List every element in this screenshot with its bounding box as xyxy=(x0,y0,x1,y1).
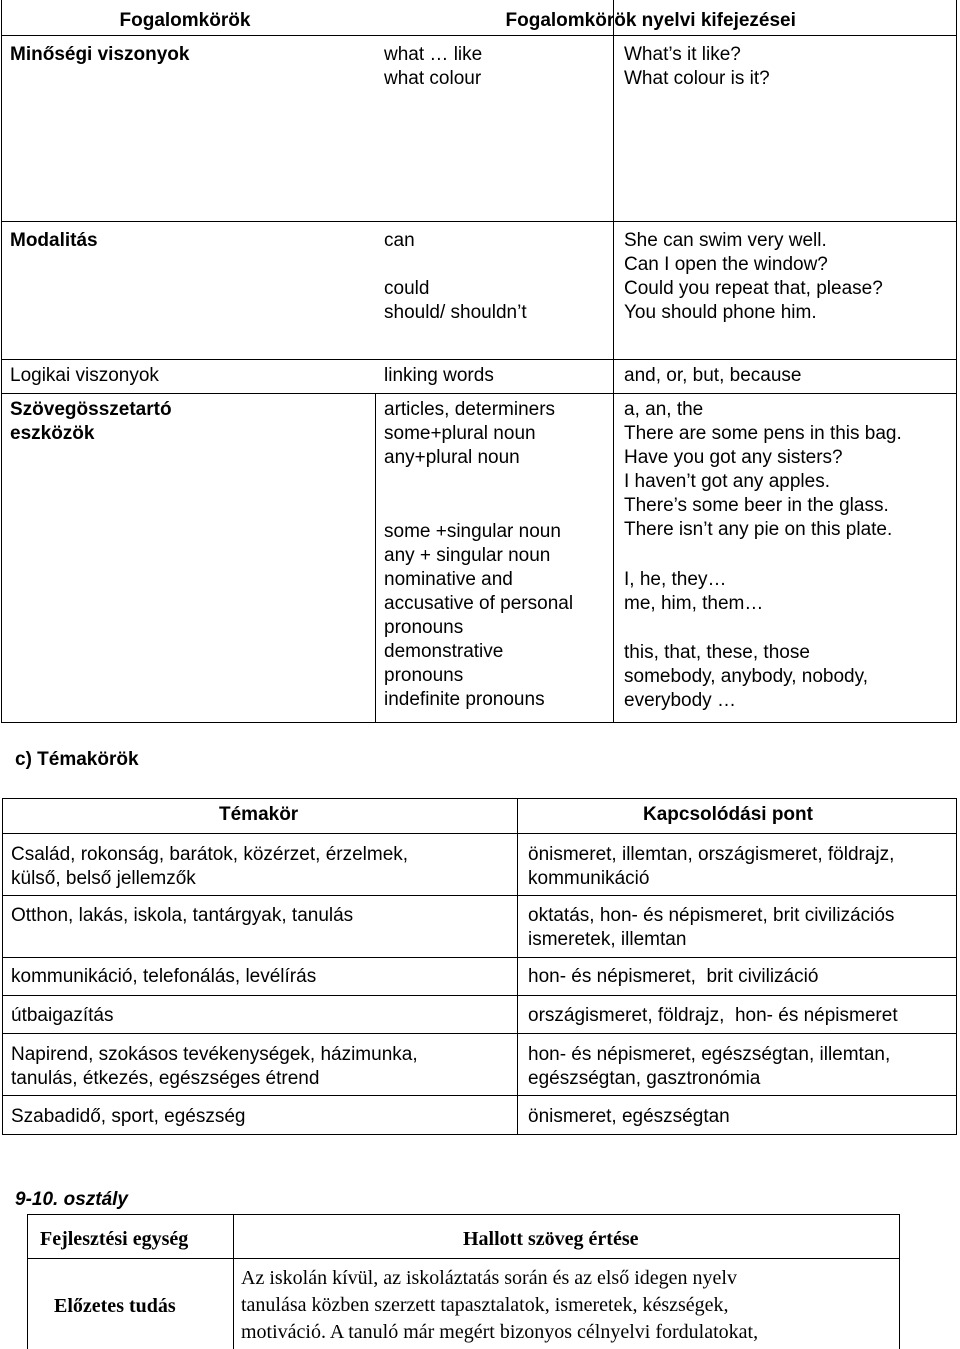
link-line: kommunikáció xyxy=(528,868,650,889)
concept-line: any+plural noun xyxy=(384,447,520,468)
links-header: Kapcsolódási pont xyxy=(643,804,813,825)
grade-title: 9-10. osztály xyxy=(15,1189,128,1210)
unit-label: Fejlesztési egység xyxy=(40,1228,189,1250)
expressions-header: Fogalomkörök nyelvi kifejezései xyxy=(505,10,796,31)
example-line: I, he, they… xyxy=(624,569,727,590)
examples-modality xyxy=(624,229,883,325)
example-line: There are some pens in this bag. xyxy=(624,423,902,444)
topic-line: útbaigazítás xyxy=(11,1005,114,1026)
example-line: What’s it like? xyxy=(624,44,741,65)
section-title: c) Témakörök xyxy=(15,749,139,770)
topic-line: tanulás, étkezés, egészséges étrend xyxy=(11,1068,320,1089)
topics-header: Témakör xyxy=(219,804,299,825)
link-line: ismeretek, illemtan xyxy=(528,929,687,950)
link-text xyxy=(528,904,894,952)
topic-text xyxy=(11,1004,113,1028)
link-line: oktatás, hon- és népismeret, brit civilizációs xyxy=(528,905,895,926)
category-modality: Modalitás xyxy=(10,230,98,251)
link-text xyxy=(528,1105,730,1129)
category-cohesion xyxy=(10,398,172,446)
example-line: Have you got any sisters? xyxy=(624,447,843,468)
concepts-cohesion xyxy=(384,398,573,712)
topic-text xyxy=(11,1043,418,1091)
prior-value xyxy=(241,1265,758,1346)
example-line: There’s some beer in the glass. xyxy=(624,495,889,516)
concept-line: indefinite pronouns xyxy=(384,689,545,710)
prior-line: motiváció. A tanuló már megért bizonyos célnyelvi fordulatokat, xyxy=(241,1321,759,1343)
example-line: She can swim very well. xyxy=(624,230,827,251)
prior-label: Előzetes tudás xyxy=(54,1295,176,1317)
topic-text xyxy=(11,1105,246,1129)
prior-line: tanulása közben szerzett tapasztalatok, ismeretek, készségek, xyxy=(241,1294,729,1316)
category-line: eszközök xyxy=(10,423,95,444)
concept-line: articles, determiners xyxy=(384,399,556,420)
concept-line: accusative of personal xyxy=(384,593,574,614)
concept-line: should/ shouldn’t xyxy=(384,302,527,323)
topic-line: Napirend, szokásos tevékenységek, házimunka, xyxy=(11,1044,418,1065)
link-text xyxy=(528,1043,890,1091)
spacer xyxy=(384,253,527,277)
category-quality: Minőségi viszonyok xyxy=(10,44,190,65)
topic-line: Szabadidő, sport, egészség xyxy=(11,1106,246,1127)
concept-line: could xyxy=(384,278,430,299)
example-line: Can I open the window? xyxy=(624,254,828,275)
topic-text xyxy=(11,965,316,989)
concept-line: any + singular noun xyxy=(384,545,551,566)
concept-line: pronouns xyxy=(384,617,464,638)
concept-line: what colour xyxy=(384,68,482,89)
concept-line: pronouns xyxy=(384,665,464,686)
example-line: There isn’t any pie on this plate. xyxy=(624,519,893,540)
spacer xyxy=(624,616,902,641)
concepts-header-col1: Fogalomkörök xyxy=(119,10,251,31)
concept-line: some+plural noun xyxy=(384,423,536,444)
link-text xyxy=(528,843,894,891)
link-line: önismeret, illemtan, országismeret, földrajz, xyxy=(528,844,895,865)
concept-line: nominative and xyxy=(384,569,513,590)
concept-line: what … like xyxy=(384,44,483,65)
link-line: hon- és népismeret, egészségtan, illemtan, xyxy=(528,1044,891,1065)
concepts-quality xyxy=(384,43,482,91)
spacer xyxy=(624,542,902,568)
examples-logic: and, or, but, because xyxy=(624,365,802,386)
topic-line: külső, belső jellemzők xyxy=(11,868,196,889)
link-line: egészségtan, gasztronómia xyxy=(528,1068,761,1089)
category-line: Szövegösszetartó xyxy=(10,399,172,420)
spacer xyxy=(384,470,573,520)
topic-line: kommunikáció, telefonálás, levélírás xyxy=(11,966,317,987)
link-text xyxy=(528,1004,898,1028)
expressions-header-cell xyxy=(505,0,957,35)
topic-text xyxy=(11,904,353,928)
example-line: me, him, them… xyxy=(624,593,764,614)
link-line: országismeret, földrajz, hon- és népismeret xyxy=(528,1005,898,1026)
examples-cohesion xyxy=(624,398,902,713)
topic-line: Otthon, lakás, iskola, tantárgyak, tanulás xyxy=(11,905,354,926)
example-line: You should phone him. xyxy=(624,302,817,323)
concepts-logic: linking words xyxy=(384,365,494,386)
topic-line: Család, rokonság, barátok, közérzet, érzelmek, xyxy=(11,844,409,865)
example-line: everybody … xyxy=(624,690,736,711)
prior-line: Az iskolán kívül, az iskoláztatás során és az első idegen nyelv xyxy=(241,1267,737,1289)
concept-line: can xyxy=(384,230,415,251)
concept-line: some +singular noun xyxy=(384,521,561,542)
unit-value: Hallott szöveg értése xyxy=(463,1228,639,1250)
example-line: a, an, the xyxy=(624,399,704,420)
example-line: somebody, anybody, nobody, xyxy=(624,666,868,687)
link-text xyxy=(528,965,818,989)
concept-line: demonstrative xyxy=(384,641,504,662)
concepts-modality xyxy=(384,229,527,325)
topic-text xyxy=(11,843,408,891)
link-line: hon- és népismeret, brit civilizáció xyxy=(528,966,819,987)
category-logic: Logikai viszonyok xyxy=(10,365,159,386)
example-line: What colour is it? xyxy=(624,68,770,89)
example-line: Could you repeat that, please? xyxy=(624,278,883,299)
example-line: I haven’t got any apples. xyxy=(624,471,830,492)
examples-quality xyxy=(624,43,770,91)
example-line: this, that, these, those xyxy=(624,642,810,663)
link-line: önismeret, egészségtan xyxy=(528,1106,730,1127)
